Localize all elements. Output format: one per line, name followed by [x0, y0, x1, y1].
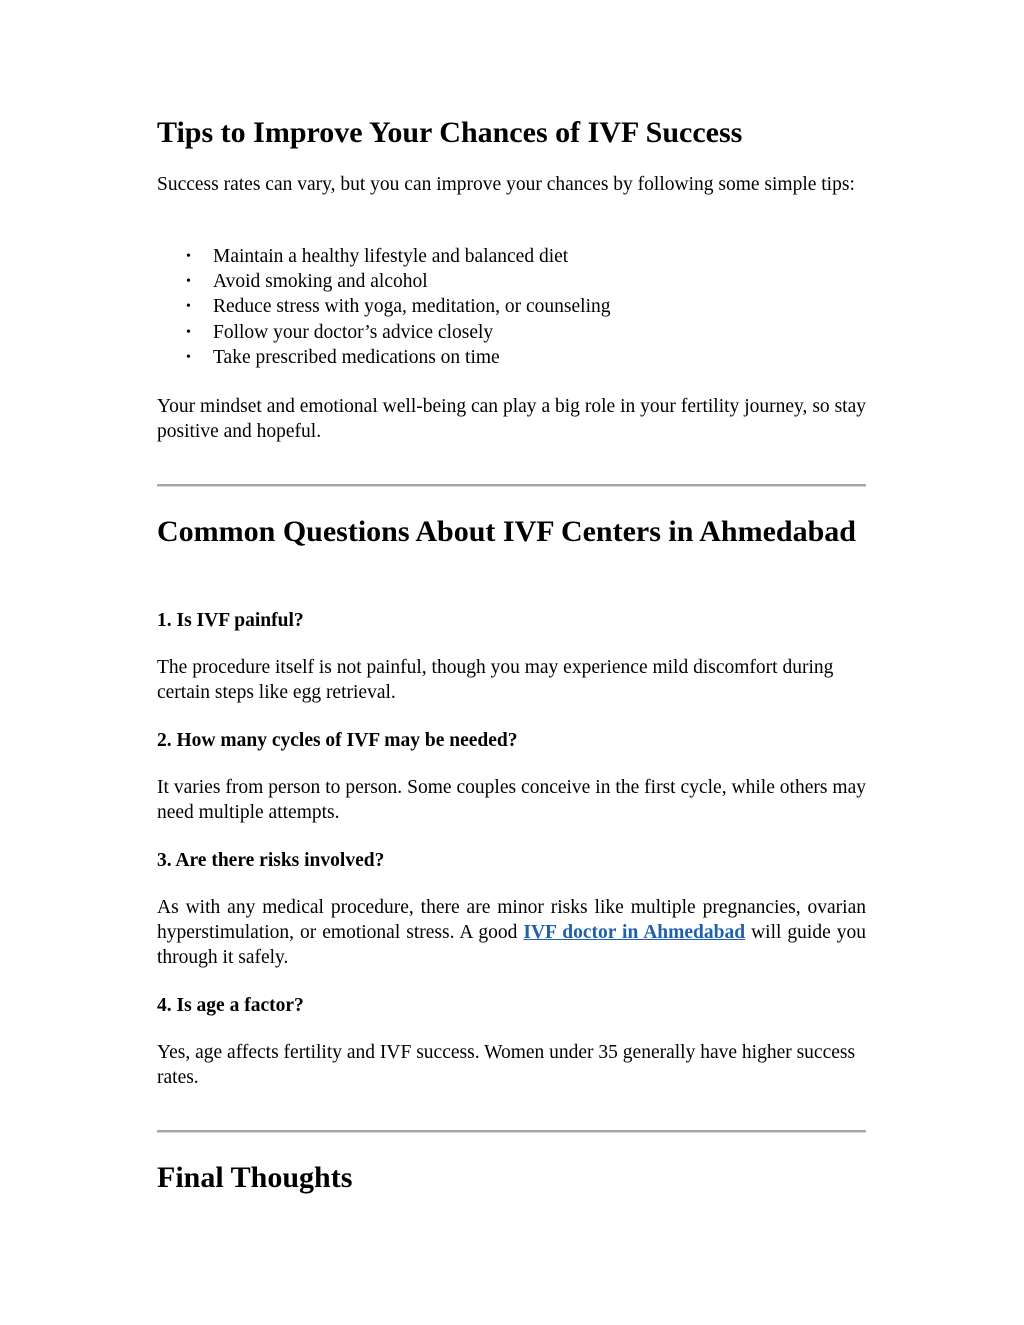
bullet-icon: •: [186, 324, 191, 340]
list-item: [157, 294, 611, 319]
faq-question-4: 4. Is age a factor?: [157, 995, 304, 1016]
section-divider: [157, 484, 866, 487]
final-thoughts-heading: Final Thoughts: [157, 1161, 353, 1194]
faq-answer-1: The procedure itself is not painful, though you may experience mild discomfort during certain steps like egg retrieval.: [157, 657, 834, 703]
tip-text: Maintain a healthy lifestyle and balanced diet: [213, 246, 569, 267]
tip-text: Avoid smoking and alcohol: [213, 271, 428, 293]
bullet-icon: •: [186, 349, 191, 365]
faq-answer-2: It varies from person to person. Some couples conceive in the first cycle, while others may need multiple attempts.: [157, 777, 866, 823]
faq-answer-3: [157, 895, 866, 970]
bullet-icon: •: [186, 299, 191, 315]
bullet-icon: •: [186, 274, 191, 290]
list-item: [157, 269, 611, 294]
faq-question-3: 3. Are there risks involved?: [157, 850, 385, 871]
faq-heading: Common Questions About IVF Centers in Ahmedabad: [157, 515, 856, 548]
mindset-paragraph: Your mindset and emotional well-being can play a big role in your fertility journey, so stay positive and hopeful.: [157, 396, 866, 442]
tips-intro-paragraph: Success rates can vary, but you can improve your chances by following some simple tips:: [157, 174, 855, 195]
tips-list: [157, 244, 611, 370]
tip-text: Reduce stress with yoga, meditation, or counseling: [213, 296, 611, 318]
faq-question-2: 2. How many cycles of IVF may be needed?: [157, 730, 518, 751]
faq-question-1: 1. Is IVF painful?: [157, 610, 304, 631]
list-item: [157, 320, 611, 345]
answer-text: As with any medical procedure, there are minor risks like multiple pregnancies, ovarian hyperstimulation, or emotional stress. A good: [157, 897, 866, 943]
tip-text: Take prescribed medications on time: [213, 346, 500, 368]
section-divider: [157, 1130, 866, 1133]
list-item: [157, 244, 611, 269]
list-item: [157, 345, 611, 370]
answer-text: will guide you through it safely.: [157, 922, 866, 968]
tip-text: Follow your doctor’s advice closely: [213, 321, 494, 343]
ivf-doctor-link[interactable]: IVF doctor in Ahmedabad: [523, 922, 746, 943]
faq-answer-4: Yes, age affects fertility and IVF success. Women under 35 generally have higher success rates.: [157, 1042, 856, 1088]
bullet-icon: •: [186, 249, 191, 264]
tips-heading: Tips to Improve Your Chances of IVF Success: [157, 116, 743, 149]
